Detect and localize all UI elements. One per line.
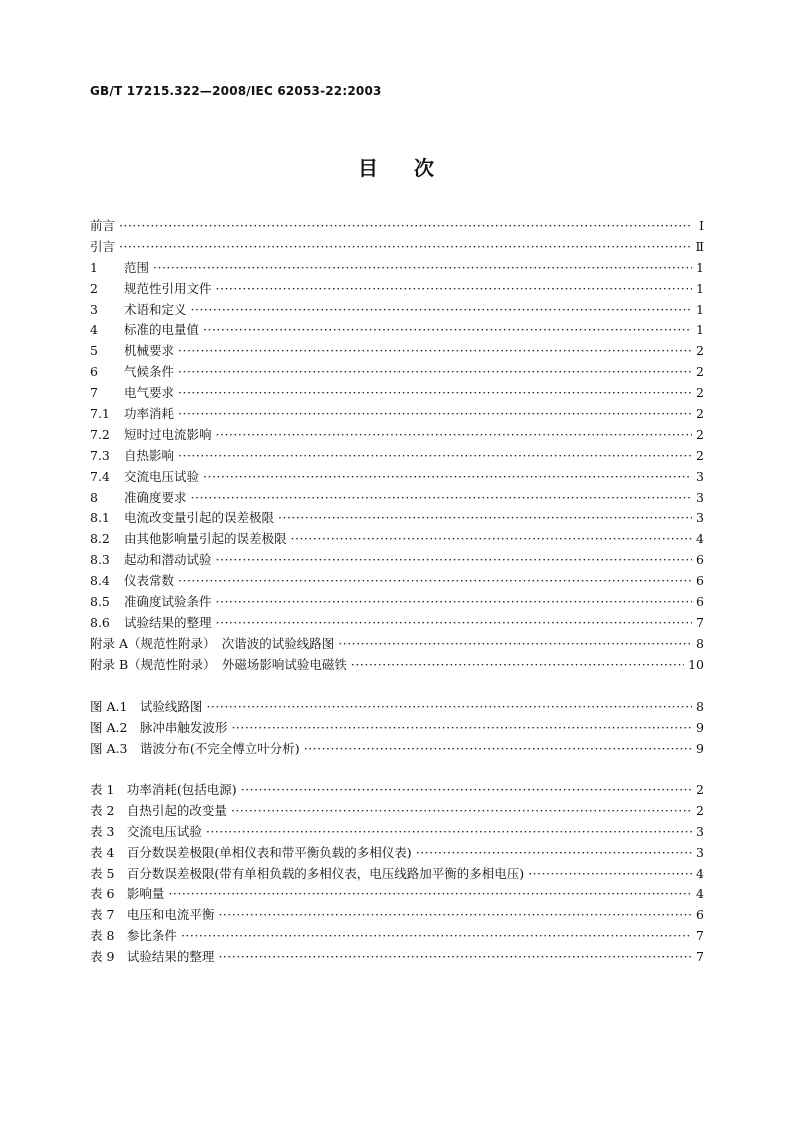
toc-entry[interactable] — [90, 425, 704, 446]
toc-entry[interactable] — [90, 383, 704, 404]
toc-entry-label: 表 3 交流电压试验 — [90, 823, 202, 839]
toc-leader-dots — [178, 571, 692, 592]
toc-entry-page: 7 — [696, 928, 704, 944]
toc-entry-page: 4 — [696, 531, 704, 547]
toc-entry-page: 3 — [696, 510, 704, 526]
toc-entry-number: 8.4 — [90, 573, 110, 589]
toc-entry[interactable] — [90, 258, 704, 279]
toc-entry[interactable] — [90, 592, 704, 613]
toc-leader-dots — [119, 216, 692, 237]
toc-leader-dots — [178, 362, 692, 383]
toc-entry-label: 附录 B（规范性附录） 外磁场影响试验电磁铁 — [90, 656, 347, 672]
toc-leader-dots — [206, 697, 692, 718]
toc-leader-dots — [338, 634, 692, 655]
toc-table-list — [90, 780, 704, 968]
toc-entry[interactable] — [90, 822, 704, 843]
toc-entry[interactable] — [90, 341, 704, 362]
toc-entry-page: 8 — [696, 699, 704, 714]
toc-entry-label: 表 9 试验结果的整理 — [90, 949, 215, 965]
page-title — [0, 152, 794, 181]
toc-entry-page: 1 — [696, 322, 704, 338]
toc-entry[interactable] — [90, 529, 704, 550]
toc-entry-label: 短时过电流影响 — [124, 426, 212, 442]
toc-entry-page: 6 — [696, 573, 704, 589]
toc-entry-number: 8.1 — [90, 510, 110, 526]
toc-leader-dots — [191, 488, 692, 509]
toc-entry[interactable] — [90, 446, 704, 467]
toc-entry-page: 2 — [696, 364, 704, 380]
toc-entry-label: 电气要求 — [124, 385, 175, 401]
toc-entry-page: 2 — [696, 447, 704, 463]
toc-leader-dots — [203, 320, 692, 341]
toc-entry-number: 4 — [90, 322, 98, 338]
toc-entry-page: 1 — [696, 259, 704, 275]
toc-entry-label: 试验结果的整理 — [124, 614, 212, 630]
toc-entry-label: 标准的电量值 — [124, 322, 200, 338]
toc-entry-page: Ⅰ — [699, 218, 704, 233]
toc-leader-dots — [304, 739, 692, 760]
toc-entry-number: 7.1 — [90, 406, 110, 422]
toc-entry-label: 表 7 电压和电流平衡 — [90, 907, 215, 923]
toc-entry-page: 1 — [696, 301, 704, 317]
toc-entry-page: 6 — [696, 907, 704, 923]
toc-entry-page: 9 — [696, 719, 704, 735]
toc-entry-page: 10 — [688, 656, 704, 672]
toc-entry[interactable] — [90, 884, 704, 905]
toc-entry-label: 图 A.2 脉冲串触发波形 — [90, 719, 228, 735]
toc-entry-page: 4 — [696, 886, 704, 902]
toc-leader-dots — [153, 258, 692, 279]
toc-entry-label: 表 5 百分数误差极限(带有单相负载的多相仪表，电压线路加平衡的多相电压) — [90, 865, 525, 881]
toc-entry[interactable] — [90, 550, 704, 571]
toc-entry[interactable] — [90, 237, 704, 258]
toc-entry[interactable] — [90, 697, 704, 718]
toc-leader-dots — [216, 550, 692, 571]
toc-entry-page: 1 — [696, 280, 704, 296]
toc-leader-dots — [218, 905, 692, 926]
toc-entry[interactable] — [90, 508, 704, 529]
toc-entry-number: 2 — [90, 280, 98, 296]
toc-leader-dots — [528, 864, 692, 885]
toc-leader-dots — [168, 884, 692, 905]
toc-leader-dots — [416, 843, 692, 864]
toc-entry-label: 自热影响 — [124, 447, 175, 463]
toc-entry-page: 8 — [696, 635, 704, 651]
toc-figure-list — [90, 697, 704, 760]
toc-leader-dots — [206, 822, 692, 843]
toc-entry[interactable] — [90, 467, 704, 488]
toc-leader-dots — [231, 801, 692, 822]
toc-entry-label: 范围 — [124, 259, 150, 275]
toc-entry-page: 4 — [696, 865, 704, 881]
toc-entry-label: 引言 — [90, 238, 116, 254]
toc-entry-label: 机械要求 — [124, 343, 175, 359]
toc-entry[interactable] — [90, 780, 704, 801]
toc-entry[interactable] — [90, 571, 704, 592]
toc-entry-number: 7.2 — [90, 426, 110, 442]
toc-entry-page: 3 — [696, 823, 704, 839]
toc-leader-dots — [216, 425, 692, 446]
toc-entry-label: 规范性引用文件 — [124, 280, 212, 296]
title-char-1: 目 — [358, 156, 380, 180]
toc-entry-number: 1 — [90, 259, 98, 275]
toc-entry-number: 6 — [90, 364, 98, 380]
toc-entry-number: 7.3 — [90, 447, 110, 463]
toc-entry-page: 9 — [696, 740, 704, 756]
toc-entry-page: 2 — [696, 426, 704, 442]
toc-entry-page: 2 — [696, 782, 704, 797]
toc-entry[interactable] — [90, 362, 704, 383]
toc-entry-number: 8 — [90, 489, 98, 505]
toc-leader-dots — [178, 404, 692, 425]
toc-entry[interactable] — [90, 739, 704, 760]
toc-entry-number: 5 — [90, 343, 98, 359]
toc-entry[interactable] — [90, 488, 704, 509]
toc-entry-label: 表 6 影响量 — [90, 886, 165, 902]
toc-main-list — [90, 216, 704, 676]
toc-entry-label: 表 2 自热引起的改变量 — [90, 802, 227, 818]
toc-entry-page: 7 — [696, 949, 704, 965]
toc-entry[interactable] — [90, 947, 704, 968]
toc-entry[interactable] — [90, 926, 704, 947]
toc-entry[interactable] — [90, 864, 704, 885]
toc-leader-dots — [203, 467, 692, 488]
toc-entry[interactable] — [90, 216, 704, 237]
toc-entry[interactable] — [90, 905, 704, 926]
toc-entry-page: 2 — [696, 406, 704, 422]
toc-entry-label: 气候条件 — [124, 364, 175, 380]
toc-leader-dots — [191, 300, 692, 321]
toc-entry[interactable] — [90, 404, 704, 425]
toc-leader-dots — [119, 237, 691, 258]
toc-entry-label: 表 8 参比条件 — [90, 928, 177, 944]
toc-entry-page: 2 — [696, 802, 704, 818]
toc-entry[interactable] — [90, 613, 704, 634]
toc-leader-dots — [216, 279, 692, 300]
toc-entry[interactable] — [90, 843, 704, 864]
toc-entry-label: 电流改变量引起的误差极限 — [124, 510, 275, 526]
toc-leader-dots — [291, 529, 692, 550]
toc-entry-page: 2 — [696, 385, 704, 401]
toc-leader-dots — [178, 446, 692, 467]
toc-entry-page: 2 — [696, 343, 704, 359]
toc-entry-number: 8.5 — [90, 594, 110, 610]
toc-entry[interactable] — [90, 300, 704, 321]
toc-leader-dots — [351, 655, 684, 676]
toc-leader-dots — [178, 383, 692, 404]
toc-entry-number: 3 — [90, 301, 98, 317]
toc-entry[interactable] — [90, 634, 704, 655]
toc-leader-dots — [231, 718, 692, 739]
toc-entry[interactable] — [90, 801, 704, 822]
toc-entry-label: 术语和定义 — [124, 301, 187, 317]
toc-entry[interactable] — [90, 655, 704, 676]
toc-entry-label: 表 1 功率消耗(包括电源) — [90, 782, 237, 797]
toc-entry-label: 准确度要求 — [124, 489, 187, 505]
toc-entry-label: 仪表常数 — [124, 573, 175, 589]
toc-leader-dots — [218, 947, 692, 968]
toc-entry-page: 3 — [696, 844, 704, 860]
toc-entry-label: 图 A.3 谐波分布(不完全傅立叶分析) — [90, 740, 300, 756]
toc-leader-dots — [278, 508, 692, 529]
toc-entry-label: 功率消耗 — [124, 406, 175, 422]
toc-entry-label: 起动和潜动试验 — [124, 552, 212, 568]
toc-entry-number: 7 — [90, 385, 98, 401]
toc-entry[interactable] — [90, 320, 704, 341]
document-header: GB/T 17215.322—2008/IEC 62053-22:2003 — [90, 84, 382, 98]
toc-leader-dots — [216, 613, 692, 634]
toc-entry-number: 8.6 — [90, 614, 110, 630]
toc-entry-page: Ⅱ — [695, 238, 704, 254]
toc-leader-dots — [241, 780, 692, 801]
toc-leader-dots — [181, 926, 692, 947]
toc-entry[interactable] — [90, 279, 704, 300]
toc-entry-page: 3 — [696, 489, 704, 505]
toc-entry-label: 图 A.1 试验线路图 — [90, 699, 203, 714]
toc-entry-page: 6 — [696, 552, 704, 568]
toc-entry-label: 交流电压试验 — [124, 468, 200, 484]
toc-entry-page: 3 — [696, 468, 704, 484]
toc-entry-label: 附录 A（规范性附录） 次谐波的试验线路图 — [90, 635, 335, 651]
toc-entry-number: 7.4 — [90, 468, 110, 484]
toc-leader-dots — [216, 592, 692, 613]
toc-entry-label: 前言 — [90, 218, 116, 233]
toc-entry-number: 8.3 — [90, 552, 110, 568]
toc-entry-label: 准确度试验条件 — [124, 594, 212, 610]
toc-entry-label: 由其他影响量引起的误差极限 — [124, 531, 287, 547]
toc-entry-page: 7 — [696, 614, 704, 630]
toc-entry-label: 表 4 百分数误差极限(单相仪表和带平衡负载的多相仪表) — [90, 844, 412, 860]
toc-entry-number: 8.2 — [90, 531, 110, 547]
toc-entry[interactable] — [90, 718, 704, 739]
toc-leader-dots — [178, 341, 692, 362]
toc-entry-page: 6 — [696, 594, 704, 610]
title-char-2: 次 — [414, 156, 436, 180]
